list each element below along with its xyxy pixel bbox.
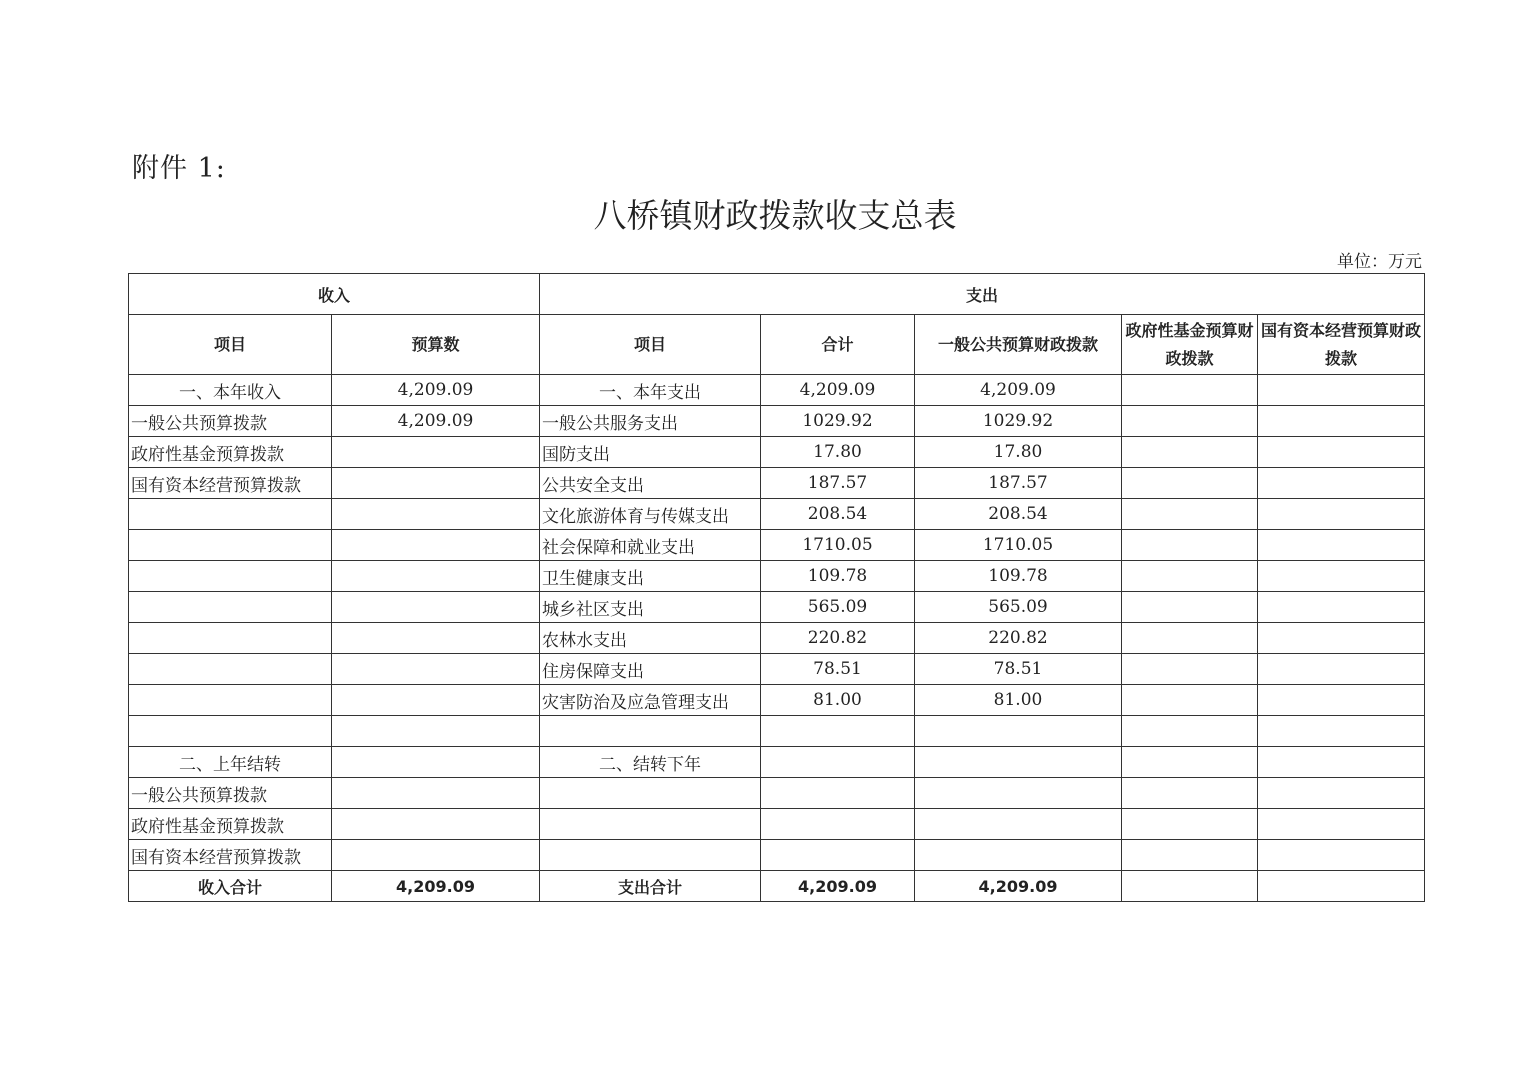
table-cell: 公共安全支出 (540, 468, 761, 499)
table-cell (1122, 592, 1258, 623)
table-cell (1258, 716, 1425, 747)
table-cell (1122, 499, 1258, 530)
total-cell: 4,209.09 (915, 871, 1122, 902)
table-cell (129, 561, 332, 592)
table-row (129, 623, 1425, 654)
income-group-header: 收入 (129, 274, 540, 315)
table-cell (332, 623, 540, 654)
table-row (129, 747, 1425, 778)
table-cell (129, 499, 332, 530)
column-header (1258, 315, 1425, 375)
table-row (129, 499, 1425, 530)
table-cell (1258, 778, 1425, 809)
total-cell (1122, 871, 1258, 902)
table-cell: 城乡社区支出 (540, 592, 761, 623)
table-cell: 565.09 (915, 592, 1122, 623)
table-cell (129, 685, 332, 716)
table-cell (1258, 809, 1425, 840)
table-cell: 二、上年结转 (129, 747, 332, 778)
table-cell (761, 747, 915, 778)
expense-group-header: 支出 (540, 274, 1425, 315)
total-cell: 收入合计 (129, 871, 332, 902)
table-cell (540, 778, 761, 809)
total-row (129, 871, 1425, 902)
table-cell: 二、结转下年 (540, 747, 761, 778)
column-header (1122, 315, 1258, 375)
table-cell: 文化旅游体育与传媒支出 (540, 499, 761, 530)
table-cell (1122, 685, 1258, 716)
table-cell (129, 530, 332, 561)
table-cell: 78.51 (761, 654, 915, 685)
table-cell (1258, 530, 1425, 561)
table-row (129, 592, 1425, 623)
table-cell: 1029.92 (915, 406, 1122, 437)
total-cell: 支出合计 (540, 871, 761, 902)
table-cell: 220.82 (915, 623, 1122, 654)
table-cell: 17.80 (915, 437, 1122, 468)
table-cell: 农林水支出 (540, 623, 761, 654)
table-cell (761, 840, 915, 871)
table-row (129, 561, 1425, 592)
column-header: 合计 (761, 315, 915, 375)
column-header: 项目 (540, 315, 761, 375)
table-cell: 109.78 (761, 561, 915, 592)
attachment-label: 附件 1: (132, 153, 226, 184)
total-cell: 4,209.09 (761, 871, 915, 902)
table-cell: 220.82 (761, 623, 915, 654)
table-cell (1122, 437, 1258, 468)
table-cell: 4,209.09 (332, 375, 540, 406)
table-cell: 国防支出 (540, 437, 761, 468)
table-cell: 78.51 (915, 654, 1122, 685)
table-cell (761, 778, 915, 809)
table-cell: 81.00 (761, 685, 915, 716)
table-cell: 一般公共服务支出 (540, 406, 761, 437)
table-cell: 208.54 (761, 499, 915, 530)
table-cell (915, 840, 1122, 871)
table-cell (915, 809, 1122, 840)
table-cell (1122, 809, 1258, 840)
table-cell: 1710.05 (761, 530, 915, 561)
column-header-text: 政府性基金预算财政拨款 (1125, 320, 1254, 368)
table-row (129, 716, 1425, 747)
table-row (129, 530, 1425, 561)
table-cell (1258, 654, 1425, 685)
unit-label: 单位：万元 (1337, 252, 1422, 272)
table-cell: 一般公共预算拨款 (129, 778, 332, 809)
table-cell (1122, 716, 1258, 747)
table-row (129, 778, 1425, 809)
table-cell: 565.09 (761, 592, 915, 623)
table-cell (129, 716, 332, 747)
table-row (129, 375, 1425, 406)
table-cell (1258, 747, 1425, 778)
table-cell (332, 437, 540, 468)
total-cell (1258, 871, 1425, 902)
table-cell: 政府性基金预算拨款 (129, 809, 332, 840)
table-row (129, 809, 1425, 840)
table-cell (1122, 530, 1258, 561)
table-cell (129, 654, 332, 685)
table-cell (540, 840, 761, 871)
table-cell (332, 747, 540, 778)
table-cell: 81.00 (915, 685, 1122, 716)
table-cell (1258, 437, 1425, 468)
table-cell (1258, 561, 1425, 592)
table-cell (1258, 592, 1425, 623)
table-cell (1122, 468, 1258, 499)
table-cell (332, 654, 540, 685)
table-cell: 4,209.09 (761, 375, 915, 406)
column-header: 项目 (129, 315, 332, 375)
table-cell (332, 716, 540, 747)
table-cell: 卫生健康支出 (540, 561, 761, 592)
table-row (129, 654, 1425, 685)
table-cell (540, 809, 761, 840)
table-cell: 109.78 (915, 561, 1122, 592)
table-cell (761, 716, 915, 747)
table-cell: 一、本年支出 (540, 375, 761, 406)
table-cell: 187.57 (915, 468, 1122, 499)
table-cell (1258, 468, 1425, 499)
table-cell: 住房保障支出 (540, 654, 761, 685)
table-cell: 187.57 (761, 468, 915, 499)
table-cell (915, 747, 1122, 778)
table-cell (332, 685, 540, 716)
page-title: 八桥镇财政拨款收支总表 (593, 196, 957, 235)
table-cell (332, 840, 540, 871)
table-cell (332, 778, 540, 809)
table-cell (332, 499, 540, 530)
table-cell: 一般公共预算拨款 (129, 406, 332, 437)
column-header-text: 国有资本经营预算财政拨款 (1261, 320, 1422, 368)
table-cell (1258, 623, 1425, 654)
table-cell: 208.54 (915, 499, 1122, 530)
table-cell (129, 623, 332, 654)
table-cell (1258, 375, 1425, 406)
table-cell (332, 561, 540, 592)
table-row (129, 406, 1425, 437)
table-cell (1258, 406, 1425, 437)
table-cell (915, 716, 1122, 747)
table-cell: 1029.92 (761, 406, 915, 437)
table-cell: 国有资本经营预算拨款 (129, 468, 332, 499)
table-cell: 4,209.09 (915, 375, 1122, 406)
table-cell: 4,209.09 (332, 406, 540, 437)
table-cell (1258, 499, 1425, 530)
table-cell (1258, 685, 1425, 716)
total-cell: 4,209.09 (332, 871, 540, 902)
table-row (129, 685, 1425, 716)
budget-table (128, 273, 1425, 902)
table-cell (540, 716, 761, 747)
table-cell (332, 809, 540, 840)
table-cell (1122, 778, 1258, 809)
table-cell (1122, 561, 1258, 592)
column-header: 预算数 (332, 315, 540, 375)
table-cell (1258, 840, 1425, 871)
column-header: 一般公共预算财政拨款 (915, 315, 1122, 375)
table-cell (761, 809, 915, 840)
table-cell (332, 468, 540, 499)
table-cell: 社会保障和就业支出 (540, 530, 761, 561)
table-cell (915, 778, 1122, 809)
table-row (129, 840, 1425, 871)
table-cell: 17.80 (761, 437, 915, 468)
table-cell: 国有资本经营预算拨款 (129, 840, 332, 871)
table-cell (1122, 747, 1258, 778)
table-body (129, 375, 1425, 902)
table-cell (1122, 840, 1258, 871)
table-row (129, 468, 1425, 499)
table-cell: 一、本年收入 (129, 375, 332, 406)
table-row (129, 437, 1425, 468)
table-cell (1122, 654, 1258, 685)
table-cell (332, 530, 540, 561)
table-cell (332, 592, 540, 623)
table-cell (129, 592, 332, 623)
table-cell: 1710.05 (915, 530, 1122, 561)
table-cell (1122, 406, 1258, 437)
table-cell (1122, 623, 1258, 654)
table-cell: 灾害防治及应急管理支出 (540, 685, 761, 716)
table-cell: 政府性基金预算拨款 (129, 437, 332, 468)
table-cell (1122, 375, 1258, 406)
